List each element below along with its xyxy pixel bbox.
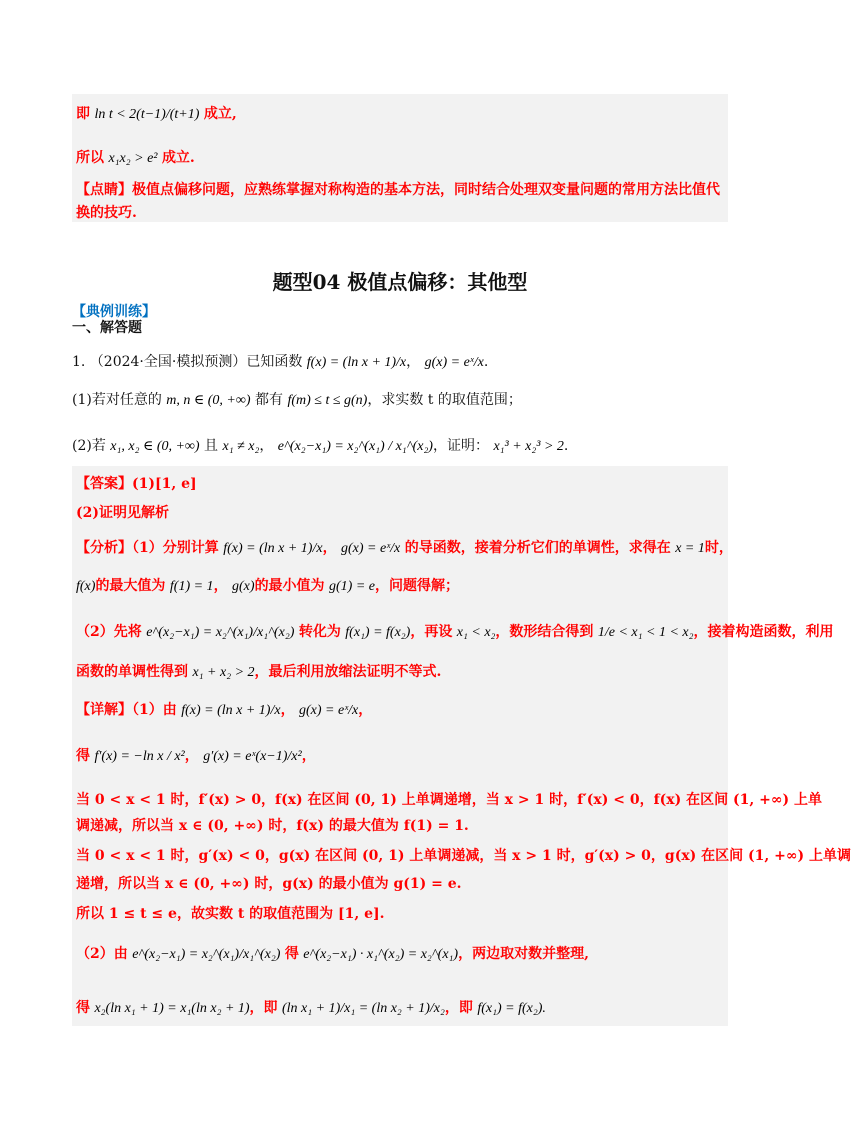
detail-line-1: 【详解】（1）由 f(x) = (ln x + 1)/x， g(x) = eˣ/x， bbox=[76, 702, 373, 718]
analysis-line-1: 【分析】（1）分别计算 f(x) = (ln x + 1)/x， g(x) = eˣ/x 的导函数，接着分析它们的单调性，求得在 x = 1时， bbox=[76, 540, 733, 556]
detail-line-7: 所以 1 ≤ t ≤ e，故实数 t 的取值范围为 [1, e]. bbox=[76, 906, 385, 922]
detail-line-5: 当 0 < x < 1 时，g′(x) < 0，g(x) 在区间 (0, 1) 上单调递减，当 x > 1 时，g′(x) > 0，g(x) 在区间 (1, +∞) 上单调 bbox=[76, 848, 851, 864]
remark-line-2: 换的技巧. bbox=[76, 205, 137, 221]
detail-line-9: 得 x₂(ln x₁ + 1) = x₁(ln x₂ + 1)，即 (ln x₁ + 1)/x₁ = (ln x₂ + 1)/x₂，即 f(x₁) = f(x₂). bbox=[76, 1000, 546, 1016]
math-ln-inequality: ln t < 2(t−1)/(t+1) bbox=[94, 107, 200, 122]
math-product-inequality: x₁x₂ > e² bbox=[108, 151, 158, 166]
part-label: 一、解答题 bbox=[72, 320, 142, 336]
detail-line-6: 递增，所以当 x ∈ (0, +∞) 时，g(x) 的最小值为 g(1) = e. bbox=[76, 876, 462, 892]
detail-line-2: 得 f′(x) = −ln x / x²， g′(x) = eˣ(x−1)/x²， bbox=[76, 748, 316, 764]
question-2: (2)若 x₁, x₂ ∈ (0, +∞) 且 x₁ ≠ x₂， e^(x₂−x₁) = x₂^(x₁) / x₁^(x₂)，证明： x₁³ + x₂³ > 2. bbox=[72, 438, 569, 454]
section-title: 题型04 极值点偏移：其他型 bbox=[272, 270, 528, 294]
question-1: (1)若对任意的 m, n ∈ (0, +∞) 都有 f(m) ≤ t ≤ g(n)，求实数 t 的取值范围； bbox=[72, 392, 522, 408]
problem-stem: 1. （2024·全国·模拟预测）已知函数 f(x) = (ln x + 1)/x， g(x) = eˣ/x. bbox=[72, 354, 489, 370]
analysis-line-3: （2）先将 e^(x₂−x₁) = x₂^(x₁)/x₁^(x₂) 转化为 f(x₁) = f(x₂)，再设 x₁ < x₂，数形结合得到 1/e < x₁ < 1 < x₂，接着构造函数，利用 bbox=[76, 624, 834, 640]
remark-line-1: 【点睛】极值点偏移问题，应熟练掌握对称构造的基本方法，同时结合处理双变量问题的常用方法比值代 bbox=[76, 182, 720, 198]
detail-line-8: （2）由 e^(x₂−x₁) = x₂^(x₁)/x₁^(x₂) 得 e^(x₂−x₁) · x₁^(x₂) = x₂^(x₁)，两边取对数并整理, bbox=[76, 946, 589, 962]
top-line-2: 所以 x₁x₂ > e² 成立. bbox=[76, 150, 195, 166]
answer-2: (2)证明见解析 bbox=[76, 505, 169, 521]
example-label: 【典例训练】 bbox=[72, 304, 156, 320]
top-line-1: 即 ln t < 2(t−1)/(t+1) 成立, bbox=[76, 106, 237, 122]
answer-1: 【答案】(1)[1, e] bbox=[76, 476, 197, 492]
detail-line-3: 当 0 < x < 1 时，f′(x) > 0，f(x) 在区间 (0, 1) 上单调递增，当 x > 1 时，f′(x) < 0，f(x) 在区间 (1, +∞) 上单 bbox=[76, 792, 822, 808]
detail-line-4: 调递减，所以当 x ∈ (0, +∞) 时，f(x) 的最大值为 f(1) = 1. bbox=[76, 818, 469, 834]
analysis-line-4: 函数的单调性得到 x₁ + x₂ > 2，最后利用放缩法证明不等式. bbox=[76, 664, 442, 680]
analysis-line-2: f(x)的最大值为 f(1) = 1， g(x)的最小值为 g(1) = e，问题得解； bbox=[76, 578, 460, 594]
